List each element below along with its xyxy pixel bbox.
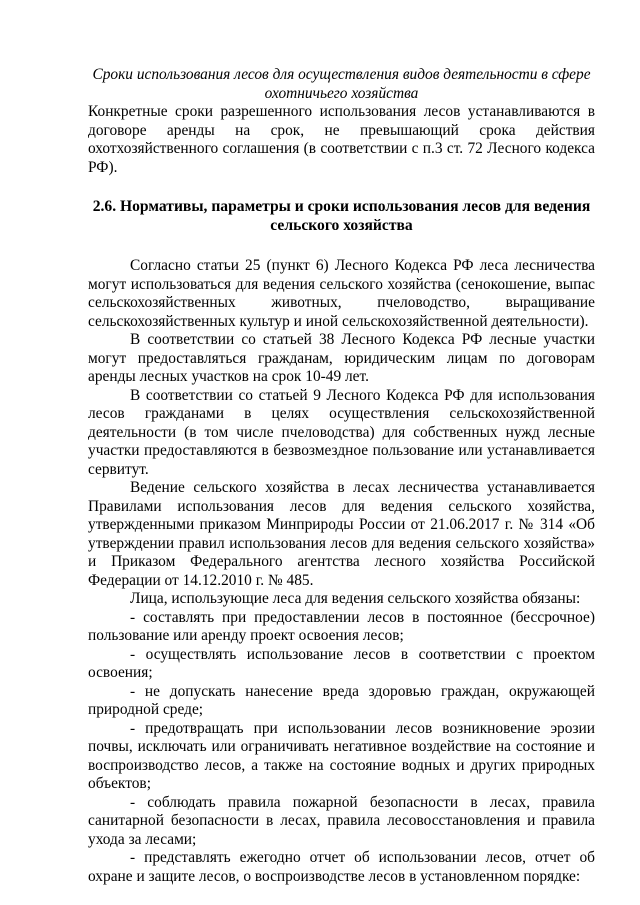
- list-item: - соблюдать правила пожарной безопасности в лесах, правила санитарной безопасности в лесах, правила лесовосстановления и правила ухода за лесами;: [88, 793, 595, 848]
- obligations-list: [88, 609, 595, 887]
- section-title: 2.6. Нормативы, параметры и сроки использования лесов для ведения сельского хозяйства: [92, 198, 591, 234]
- paragraph-article-9: В соответствии со статьей 9 Лесного Кодекса РФ для использования лесов гражданами в целях осуществления сельскохозяйственной деятельности (в том числе пчеловодства) для собственных нужд лесные участки предоставляются в безвозмездное пользование или устанавливается сервитут.: [88, 386, 595, 478]
- list-item: - составлять при предоставлении лесов в постоянное (бессрочное) пользование или аренду проект освоения лесов;: [88, 608, 595, 644]
- paragraph-article-38: В соответствии со статьей 38 Лесного Кодекса РФ лесные участки могут предоставляться гражданам, юридическим лицам по договорам аренды лесных участков на срок 10-49 лет.: [88, 331, 595, 385]
- list-item: - осуществлять использование лесов в соответствии с проектом освоения;: [88, 645, 595, 681]
- list-item: - предотвращать при использовании лесов возникновение эрозии почвы, исключать или ограничивать негативное воздействие на состояние и воспроизводство лесов, а также на состояние водных и других природных объектов;: [88, 719, 595, 792]
- intro-heading: Сроки использования лесов для осуществления видов деятельности в сфере охотничьего хозяйства: [92, 66, 591, 102]
- paragraph-rules: Ведение сельского хозяйства в лесах лесничества устанавливается Правилами использования лесов для ведения сельского хозяйства, утвержденными приказом Минприроды России от 21.06.2017 г. № 314 «Об утверждении правил использования лесов для ведения сельского хозяйства» и Приказом Федерального агентства лесного хозяйства Российской Федерации от 14.12.2010 г. № 485.: [88, 479, 595, 589]
- document-page: [88, 66, 595, 886]
- paragraph-article-25: Согласно статьи 25 (пункт 6) Лесного Кодекса РФ леса лесничества могут использоваться для ведения сельского хозяйства (сенокошение, выпас сельскохозяйственных животных, пчеловодство, выращивание сельскохозяйственных культур и иной сельскохозяйственной деятельности).: [88, 257, 595, 330]
- list-item: - представлять ежегодно отчет об использовании лесов, отчет об охране и защите лесов, о воспроизводстве лесов в установленном порядке:: [88, 849, 595, 885]
- list-item: - не допускать нанесение вреда здоровью граждан, окружающей природной среде;: [88, 682, 595, 718]
- intro-paragraph: Конкретные сроки разрешенного использования лесов устанавливаются в договоре аренды на срок, не превышающий срока действия охотхозяйственного соглашения (в соответствии с п.3 ст. 72 Лесного кодекса РФ).: [88, 103, 595, 176]
- paragraph-obligations-intro: Лица, использующие леса для ведения сельского хозяйства обязаны:: [130, 590, 581, 607]
